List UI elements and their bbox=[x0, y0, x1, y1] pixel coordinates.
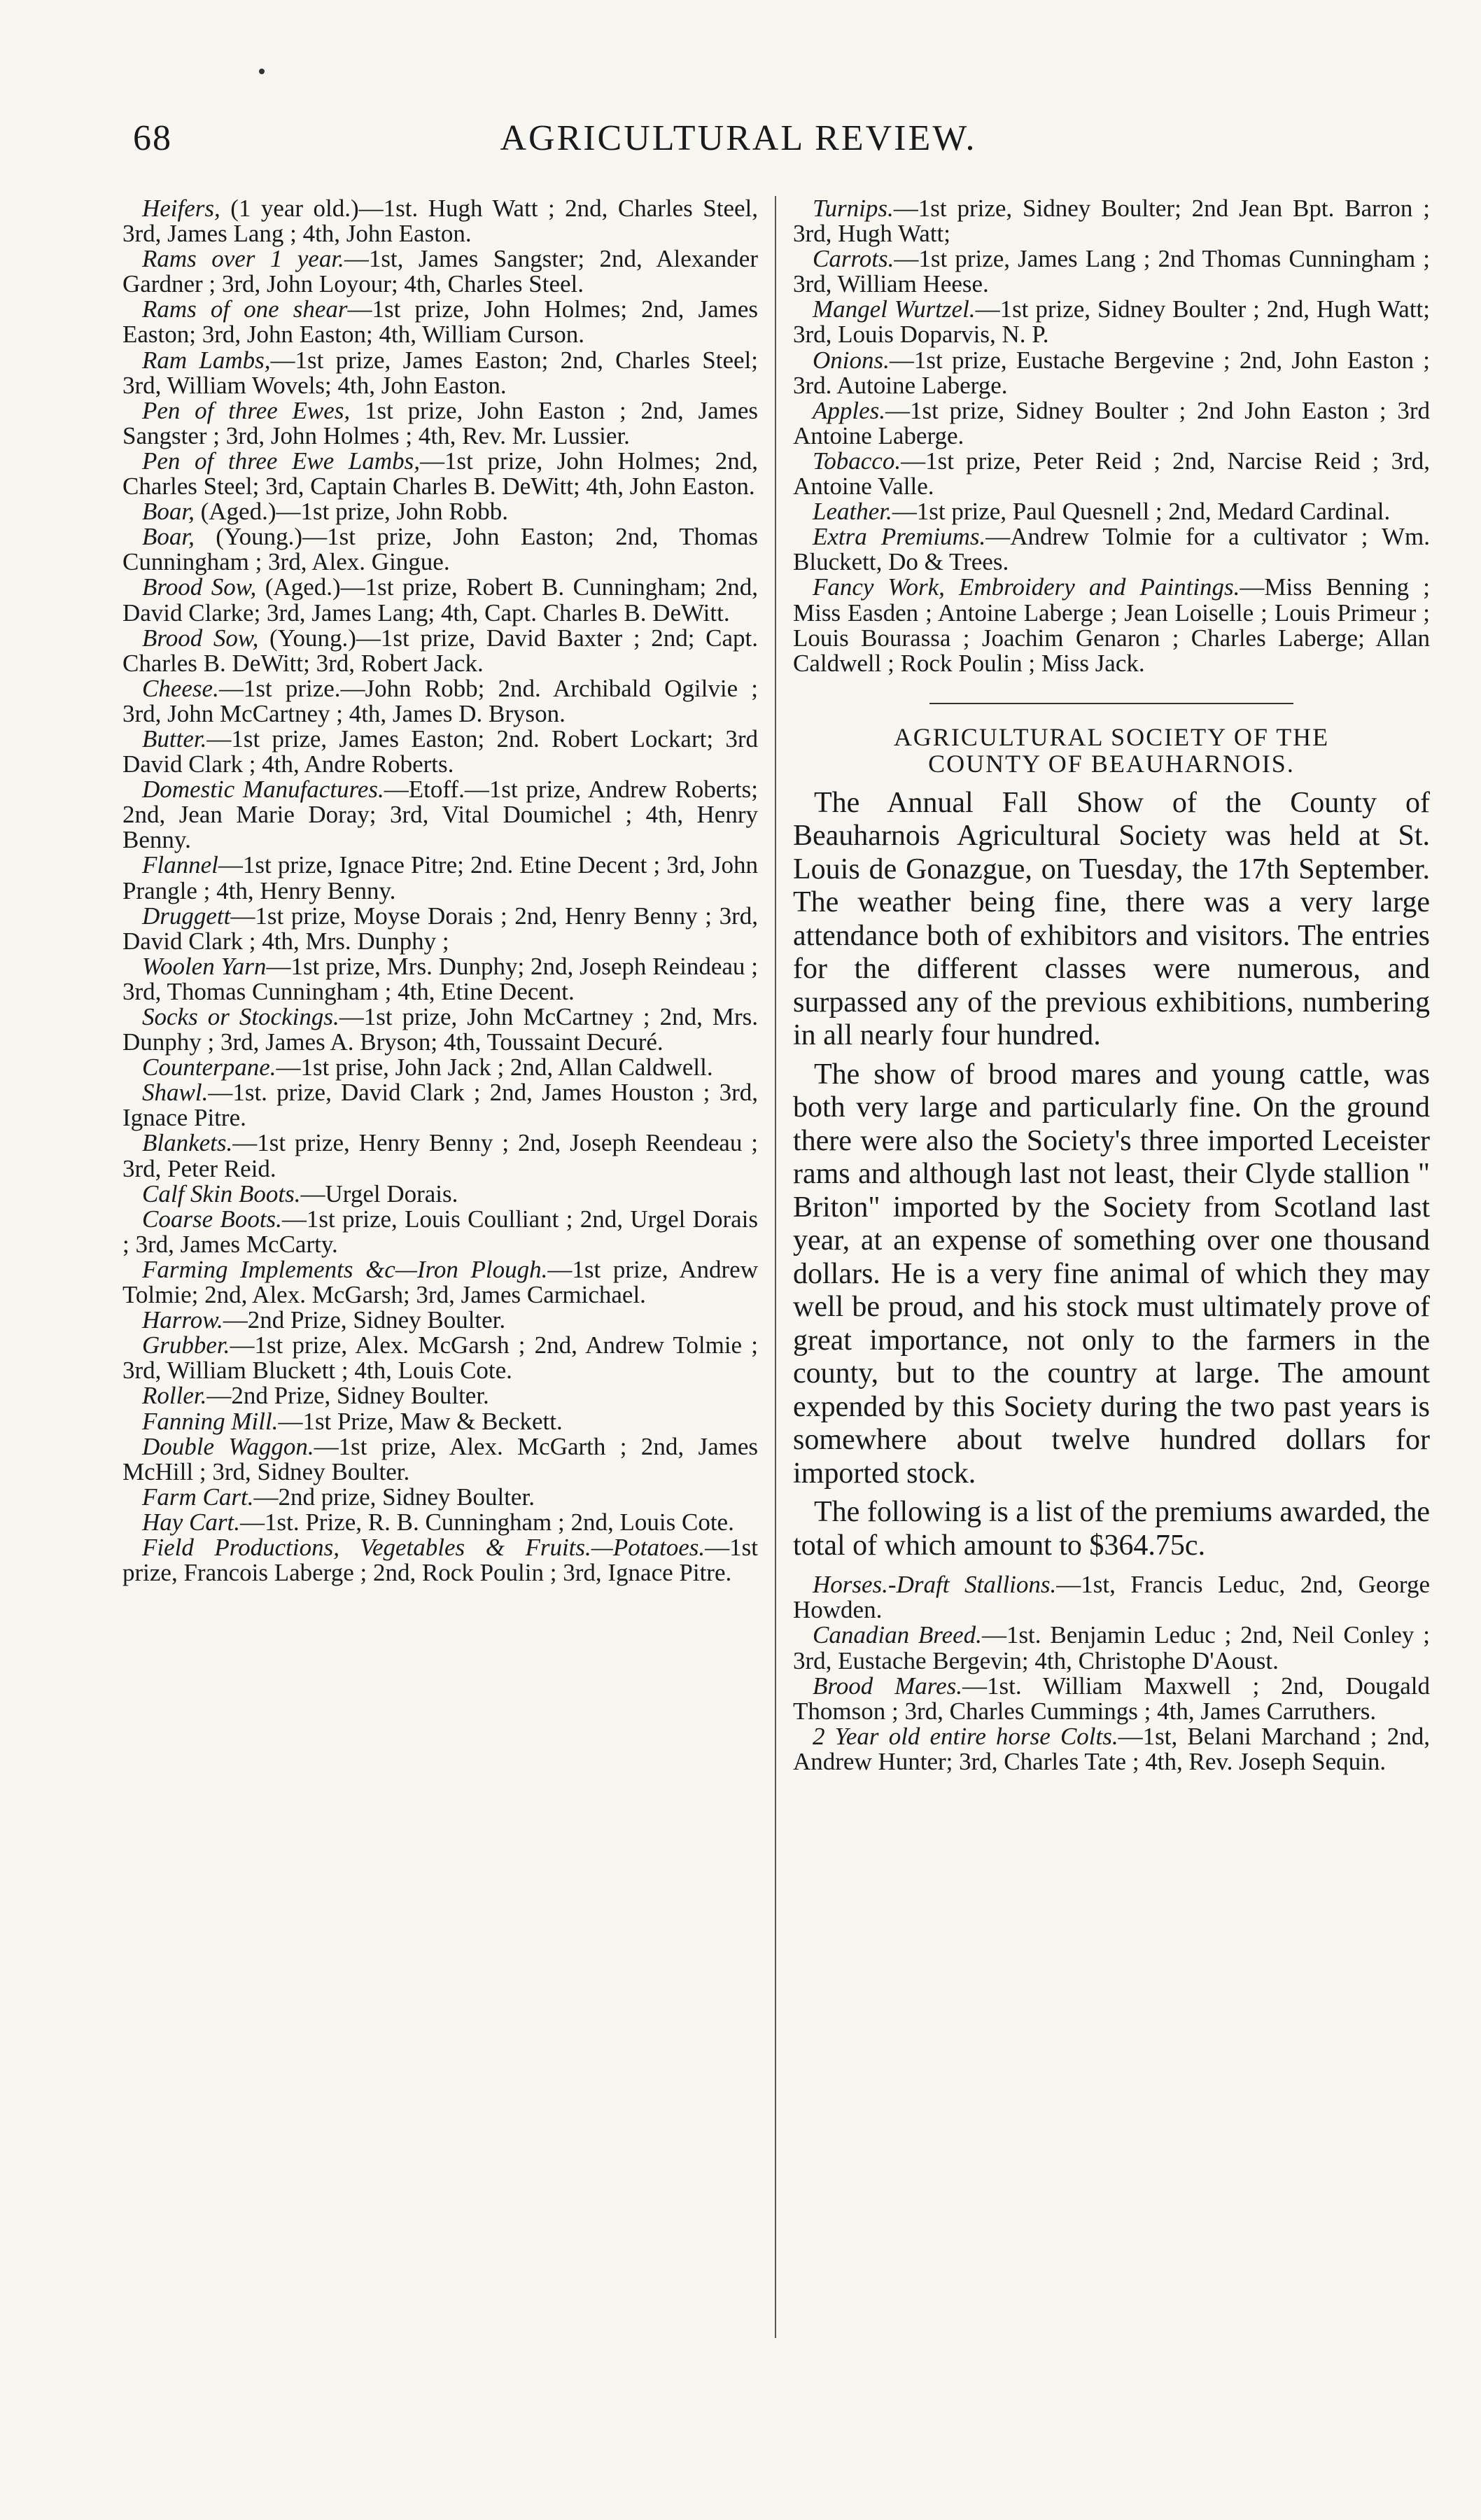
entry-text: (Aged.)—1st prize, Robert B. Cunningham; 2nd, David Clarke; 3rd, James Lang; 4th, Capt. Charles B. DeWitt. bbox=[122, 573, 758, 626]
entry-text: 1st prize, John Easton ; 2nd, James Sangster ; 3rd, John Holmes ; 4th, Rev. Mr. Lussier. bbox=[122, 396, 758, 449]
prize-entry bbox=[122, 1535, 758, 1586]
entry-label: Leather. bbox=[813, 498, 892, 526]
entry-text: —1st prize, Alex. McGarsh ; 2nd, Andrew Tolmie ; 3rd, William Bluckett ; 4th, Louis Cote. bbox=[122, 1331, 758, 1385]
prize-entry bbox=[122, 626, 758, 676]
entry-label: Extra Premiums. bbox=[813, 523, 986, 551]
section-paragraph-1: The Annual Fall Show of the County of Beauharnois Agricultural Society was held at St. Louis de Gonazgue, on Tuesday, the 17th September. The weather being fine, there was a very large attendance both of exhibitors and visitors. The entries for the different classes were numerous, and surpassed any of the previous exhibitions, numbering in all nearly four hundred. bbox=[793, 786, 1430, 1052]
section-title bbox=[793, 724, 1430, 777]
entry-label: Ram Lambs, bbox=[142, 346, 271, 374]
prize-entry bbox=[122, 954, 758, 1004]
entry-text: —1st prize, Alex. McGarth ; 2nd, James McHill ; 3rd, Sidney Boulter. bbox=[122, 1432, 758, 1485]
entry-label: Brood Mares. bbox=[813, 1672, 963, 1700]
prize-entry bbox=[122, 1207, 758, 1257]
entry-label: 2 Year old entire horse Colts. bbox=[813, 1722, 1118, 1750]
entry-text: —1st. prize, David Clark ; 2nd, James Houston ; 3rd, Ignace Pitre. bbox=[122, 1079, 758, 1132]
entry-text: —1st prize, Peter Reid ; 2nd, Narcise Reid ; 3rd, Antoine Valle. bbox=[793, 447, 1430, 500]
entry-text: —1st. Prize, R. B. Cunningham ; 2nd, Louis Cote. bbox=[240, 1508, 734, 1536]
section-title-line2: COUNTY OF BEAUHARNOIS. bbox=[928, 749, 1295, 778]
entry-text: (Young.)—1st prize, John Easton; 2nd, Thomas Cunningham ; 3rd, Alex. Gingue. bbox=[122, 523, 758, 576]
prize-entry bbox=[122, 575, 758, 625]
entry-label: Rams over 1 year. bbox=[142, 245, 344, 273]
entry-text: —1st prize, Francois Laberge ; 2nd, Rock Poulin ; 3rd, Ignace Pitre. bbox=[122, 1533, 758, 1587]
prize-entry bbox=[793, 196, 1430, 246]
entry-label: Calf Skin Boots. bbox=[142, 1180, 301, 1208]
entry-label: Farm Cart. bbox=[142, 1483, 254, 1511]
entry-label: Canadian Breed. bbox=[813, 1621, 982, 1649]
entry-text: —1st, Belani Marchand ; 2nd, Andrew Hunter; 3rd, Charles Tate ; 4th, Rev. Joseph Sequin. bbox=[793, 1722, 1430, 1775]
prize-entry bbox=[122, 853, 758, 903]
entry-text: —1st prize.—John Robb; 2nd. Archibald Ogilvie ; 3rd, John McCartney ; 4th, James D. Bryson. bbox=[122, 674, 758, 727]
entry-text: —1st. Benjamin Leduc ; 2nd, Neil Conley ; 3rd, Eustache Bergevin; 4th, Christophe D'Aoust. bbox=[793, 1621, 1430, 1674]
prize-entry bbox=[122, 1510, 758, 1535]
entry-label: Counterpane. bbox=[142, 1054, 276, 1082]
entry-label: Butter. bbox=[142, 724, 207, 752]
entry-label: Brood Sow, bbox=[142, 573, 257, 601]
entry-text: —1st prize, John McCartney ; 2nd, Mrs. Dunphy ; 3rd, James A. Bryson; 4th, Toussaint Decuré. bbox=[122, 1003, 758, 1056]
section-paragraph-2: The show of brood mares and young cattle, was both very large and particularly fine. On the ground there were also the Society's three imported Leceister rams and although last not least, their Clyde stallion " Briton" imported by the Society from Scotland last year, at an expense of something over one thousand dollars. He is a very fine animal of which they may well be proud, and his stock must ultimately prove of great importance, not only to the farmers in the county, but to the country at large. The amount expended by this Society during the two past years is somewhere about twelve hundred dollars for imported stock. bbox=[793, 1058, 1430, 1490]
entry-label: Farming Implements &c—Iron Plough. bbox=[142, 1255, 548, 1283]
prize-entry bbox=[793, 499, 1430, 524]
entry-text: —1st prize, James Lang ; 2nd Thomas Cunningham ; 3rd, William Heese. bbox=[793, 245, 1430, 298]
prize-entry bbox=[122, 449, 758, 499]
entry-label: Coarse Boots. bbox=[142, 1205, 282, 1233]
entry-text: —1st prize, James Easton; 2nd, Charles Steel; 3rd, William Wovels; 4th, John Easton. bbox=[122, 346, 758, 399]
prize-entry bbox=[122, 1485, 758, 1510]
entry-label: Pen of three Ewes, bbox=[142, 396, 351, 424]
prize-entry bbox=[122, 724, 758, 778]
entry-text: —1st prize, James Easton; 2nd. Robert Lockart; 3rd David Clark ; 4th, Andre Roberts. bbox=[122, 724, 758, 778]
prize-entry bbox=[793, 1724, 1430, 1774]
entry-label: Roller. bbox=[142, 1382, 207, 1410]
entry-text: —1st prize, Mrs. Dunphy; 2nd, Joseph Reindeau ; 3rd, Thomas Cunningham ; 4th, Etine Decent. bbox=[122, 952, 758, 1005]
entry-label: Brood Sow, bbox=[142, 624, 259, 652]
prize-entry bbox=[122, 1004, 758, 1055]
entry-label: Flannel bbox=[142, 851, 218, 879]
entry-label: Druggett bbox=[142, 902, 231, 930]
entry-text: —1st prize, Paul Quesnell ; 2nd, Medard Cardinal. bbox=[892, 498, 1391, 526]
entry-label: Hay Cart. bbox=[142, 1508, 240, 1536]
entry-label: Field Productions, Vegetables & Fruits.—Potatoes. bbox=[142, 1533, 706, 1561]
prize-entry bbox=[793, 246, 1430, 297]
entry-label: Fanning Mill. bbox=[142, 1407, 279, 1435]
section-title-line1: AGRICULTURAL SOCIETY OF THE bbox=[893, 722, 1330, 751]
prize-entry bbox=[122, 1055, 758, 1080]
prize-entry bbox=[122, 398, 758, 449]
entry-label: Rams of one shear bbox=[142, 295, 348, 323]
entry-label: Boar, bbox=[142, 498, 195, 526]
page-header bbox=[133, 105, 1344, 168]
prize-entry bbox=[793, 524, 1430, 575]
entry-label: Carrots. bbox=[813, 245, 894, 273]
prize-entry bbox=[122, 297, 758, 347]
entry-text: —Andrew Tolmie for a cultivator ; Wm. Bluckett, Do & Trees. bbox=[793, 523, 1430, 576]
entry-text: —1st prise, John Jack ; 2nd, Allan Caldwell. bbox=[276, 1054, 713, 1082]
entry-label: Blankets. bbox=[142, 1129, 233, 1157]
right-column bbox=[793, 196, 1430, 1774]
prize-entry bbox=[122, 1333, 758, 1383]
entry-text: —1st prize, Sidney Boulter; 2nd Jean Bpt. Barron ; 3rd, Hugh Watt; bbox=[793, 195, 1430, 248]
prize-entry bbox=[122, 777, 758, 853]
entry-label: Tobacco. bbox=[813, 447, 901, 475]
section-divider bbox=[929, 703, 1293, 704]
prize-entry bbox=[122, 1130, 758, 1181]
entry-text: —1st Prize, Maw & Beckett. bbox=[278, 1407, 563, 1435]
prize-entry bbox=[793, 398, 1430, 449]
prize-entry bbox=[793, 449, 1430, 499]
prize-entry bbox=[793, 575, 1430, 676]
entry-label: Heifers, bbox=[142, 195, 220, 222]
entry-text: —1st. William Maxwell ; 2nd, Dougald Thomson ; 3rd, Charles Cummings ; 4th, James Carruthers. bbox=[793, 1672, 1430, 1725]
entry-label: Apples. bbox=[813, 396, 886, 424]
entry-text: —1st prize, Louis Coulliant ; 2nd, Urgel Dorais ; 3rd, James McCarty. bbox=[122, 1205, 758, 1258]
prize-entry bbox=[122, 348, 758, 398]
entry-label: Domestic Manufactures. bbox=[142, 776, 384, 804]
entry-text: —1st prize, John Holmes; 2nd, Charles Steel; 3rd, Captain Charles B. DeWitt; 4th, John Easton. bbox=[122, 447, 758, 500]
entry-label: Turnips. bbox=[813, 195, 894, 222]
entry-text: —2nd prize, Sidney Boulter. bbox=[253, 1483, 535, 1511]
section-paragraph-3: The following is a list of the premiums awarded, the total of which amount to $364.75c. bbox=[793, 1496, 1430, 1562]
entry-label: Harrow. bbox=[142, 1306, 223, 1334]
entry-text: (1 year old.)—1st. Hugh Watt ; 2nd, Charles Steel, 3rd, James Lang ; 4th, John Easton. bbox=[122, 195, 758, 248]
entry-label: Boar, bbox=[142, 523, 195, 551]
prize-entry bbox=[122, 904, 758, 954]
entry-label: Woolen Yarn bbox=[142, 952, 267, 980]
entry-text: —1st prize, Andrew Tolmie; 2nd, Alex. McGarsh; 3rd, James Carmichael. bbox=[122, 1255, 758, 1309]
entry-text: —Miss Benning ; Miss Easden ; Antoine Laberge ; Jean Loiselle ; Louis Primeur ; Louis Bourassa ; Joachim Genaron ; Charles Laberge; Allan Caldwell ; Rock Poulin ; Miss Jack. bbox=[793, 573, 1430, 677]
entry-text: —1st, James Sangster; 2nd, Alexander Gardner ; 3rd, John Loyour; 4th, Charles Steel. bbox=[122, 245, 758, 298]
print-speck bbox=[259, 69, 265, 74]
entry-text: —1st prize, Sidney Boulter ; 2nd, Hugh Watt; 3rd, Louis Doparvis, N. P. bbox=[793, 295, 1430, 349]
prize-entry bbox=[793, 1623, 1430, 1673]
right-column-entries bbox=[793, 196, 1430, 676]
entry-text: —1st prize, John Holmes; 2nd, James Easton; 3rd, John Easton; 4th, William Curson. bbox=[122, 295, 758, 349]
entry-text: —1st prize, Moyse Dorais ; 2nd, Henry Benny ; 3rd, David Clark ; 4th, Mrs. Dunphy ; bbox=[122, 902, 758, 955]
page-number: 68 bbox=[133, 118, 172, 158]
left-column bbox=[122, 196, 758, 1586]
prize-entry bbox=[122, 1434, 758, 1485]
prize-entry bbox=[122, 196, 758, 246]
prize-entry bbox=[122, 1308, 758, 1333]
entry-text: (Young.)—1st prize, David Baxter ; 2nd; Capt. Charles B. DeWitt; 3rd, Robert Jack. bbox=[122, 624, 758, 677]
entry-text: —2nd Prize, Sidney Boulter. bbox=[206, 1382, 489, 1410]
entry-text: —1st prize, Sidney Boulter ; 2nd John Easton ; 3rd Antoine Laberge. bbox=[793, 396, 1430, 449]
entry-label: Horses.-Draft Stallions. bbox=[813, 1571, 1057, 1599]
entry-label: Onions. bbox=[813, 346, 890, 374]
entry-label: Cheese. bbox=[142, 674, 219, 702]
prize-entry bbox=[122, 499, 758, 524]
prize-entry bbox=[793, 1572, 1430, 1623]
prize-entry bbox=[122, 1383, 758, 1408]
premium-list bbox=[793, 1572, 1430, 1774]
entry-label: Grubber. bbox=[142, 1331, 230, 1359]
prize-entry bbox=[122, 676, 758, 727]
prize-entry bbox=[122, 1182, 758, 1207]
prize-entry bbox=[793, 297, 1430, 347]
entry-text: —1st, Francis Leduc, 2nd, George Howden. bbox=[793, 1571, 1430, 1624]
prize-entry bbox=[122, 1257, 758, 1308]
prize-entry bbox=[122, 524, 758, 575]
entry-label: Double Waggon. bbox=[142, 1432, 314, 1460]
prize-entry bbox=[122, 246, 758, 297]
prize-entry bbox=[122, 1080, 758, 1130]
entry-text: —1st prize, Ignace Pitre; 2nd. Etine Decent ; 3rd, John Prangle ; 4th, Henry Benny. bbox=[122, 851, 758, 904]
entry-text: —Etoff.—1st prize, Andrew Roberts; 2nd, Jean Marie Doray; 3rd, Vital Doumichel ; 4th, Henry Benny. bbox=[122, 776, 758, 854]
entry-label: Socks or Stockings. bbox=[142, 1003, 339, 1030]
entry-label: Pen of three Ewe Lambs, bbox=[142, 447, 421, 475]
entry-text: —1st prize, Eustache Bergevine ; 2nd, John Easton ; 3rd. Autoine Laberge. bbox=[793, 346, 1430, 399]
entry-text: —Urgel Dorais. bbox=[300, 1180, 458, 1208]
prize-entry bbox=[793, 348, 1430, 398]
entry-label: Shawl. bbox=[142, 1079, 209, 1107]
prize-entry bbox=[793, 1674, 1430, 1724]
entry-text: (Aged.)—1st prize, John Robb. bbox=[194, 498, 509, 526]
prize-entry bbox=[122, 1409, 758, 1434]
running-title: AGRICULTURAL REVIEW. bbox=[500, 118, 977, 158]
entry-label: Mangel Wurtzel. bbox=[813, 295, 976, 323]
entry-label: Fancy Work, Embroidery and Paintings. bbox=[813, 573, 1240, 601]
column-rule bbox=[775, 196, 776, 2338]
entry-text: —2nd Prize, Sidney Boulter. bbox=[223, 1306, 506, 1334]
entry-text: —1st prize, Henry Benny ; 2nd, Joseph Reendeau ; 3rd, Peter Reid. bbox=[122, 1129, 758, 1182]
